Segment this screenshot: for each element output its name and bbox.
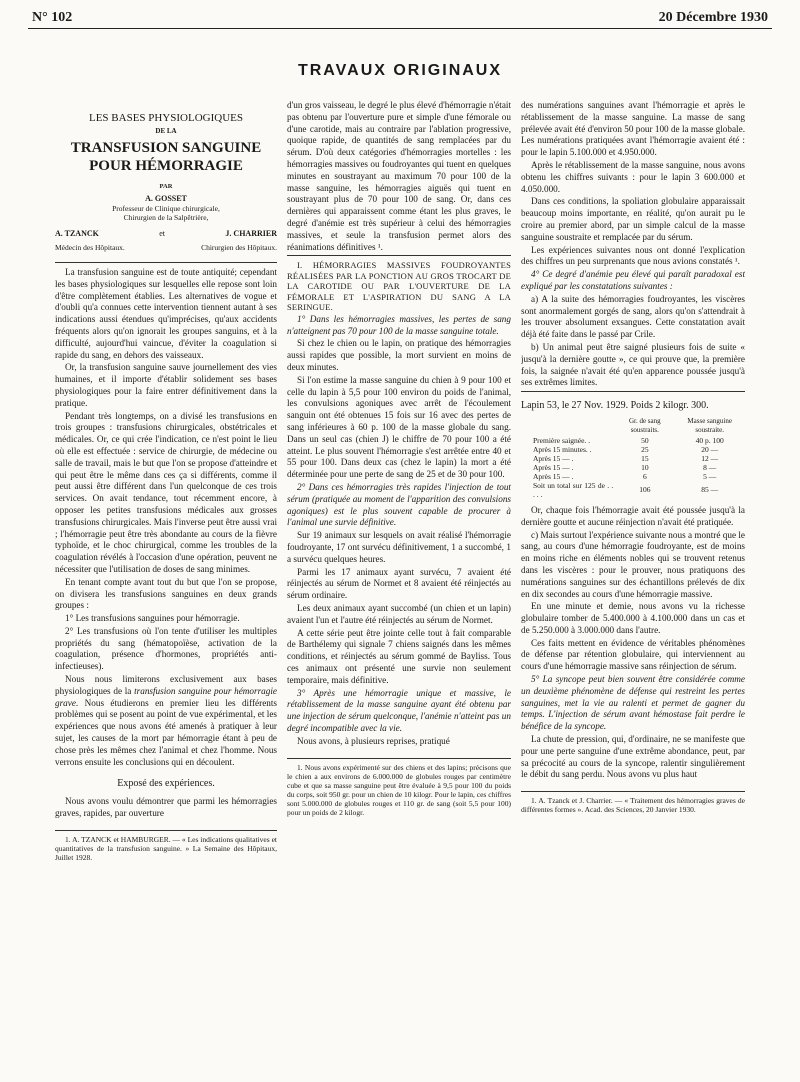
paragraph: 4° Ce degré d'anémie peu élevé qui paraît paradoxal est expliqué par les constatations suivantes :: [521, 269, 745, 291]
paragraph: Or, la transfusion sanguine sauve journellement des vies humaines, et il importe d'établir solidement ses bases physiologiques pour la faire entrer définitivement dans la pratique.: [55, 362, 277, 408]
author-tzanck: A. TZANCK: [55, 229, 99, 239]
row-value: 5 —: [703, 471, 717, 481]
table-header: Masse sanguine soustraite.: [687, 416, 732, 434]
author-pair: [55, 228, 277, 240]
table-row: [521, 472, 745, 481]
paragraph: Après le rétablissement de la masse sanguine, nous avons obtenu les chiffres suivants : pour le lapin 3 600.000 et 4.050.000.: [521, 159, 745, 194]
paragraph: Parmi les 17 animaux ayant survécu, 7 avaient été réinjectés au sérum de Normet et 8 avaient été réinjectés au sérum ordinaire.: [287, 566, 511, 601]
footnote: 1. Nous avons expérimenté sur des chiens et des lapins; précisons que le chien a aux environs de 6.000.000 de globules rouges par centimètre cube et que sa masse sanguine peut être évaluée à 9,5 pour 100 du poids du corps, soit 950 gr. pour un chien de 10 kilogr. Pour le lapin, ces chiffres sont 5.000.000 de globules rouges et 110 gr. de sang (soit 5,5 pour 100) pour un poids de 2 kilogr.: [287, 762, 511, 817]
table-row: [521, 445, 745, 454]
column-2: [287, 100, 511, 1055]
row-label: Soit un total sur 125 de . . . . .: [533, 480, 614, 499]
paragraph: Nous avons, à plusieurs reprises, pratiqué: [297, 735, 450, 746]
row-label: Après 15 minutes. .: [533, 444, 592, 454]
paragraph: En une minute et demie, nous avons vu la richesse globulaire tomber de 5.400.000 à 4.100.000 dans un cas et de 5.250.000 à 3.000.000 dans l'autre.: [521, 601, 745, 635]
table-row: [521, 463, 745, 472]
row-label: Après 15 — .: [533, 471, 574, 481]
issue-number: N° 102: [32, 10, 73, 25]
row-value: 106: [639, 485, 651, 495]
author-roles: [55, 242, 277, 254]
text-run: Nous nous limiterons exclusivement aux bases physiologiques de la: [55, 674, 277, 696]
table-row: [521, 454, 745, 463]
paragraph: a) A la suite des hémorragies foudroyantes, les viscères sont anormalement gorgés de sang, alors qu'on s'attendrait à les trouver absolument exsangues. Cette constatation avait déjà été faite dans le passé par Crile.: [521, 293, 745, 340]
row-value: 12 —: [701, 453, 719, 463]
paragraph: Ces faits mettent en évidence de véritables phénomènes de défense par rétention globulaire, qui interviennent au cours d'une hémorragie massive sans réinjection de sérum.: [521, 637, 745, 672]
paragraph: [55, 674, 277, 768]
issue-date: 20 Décembre 1930: [658, 10, 768, 25]
subheading-experiences: Exposé des expériences.: [117, 778, 215, 790]
paragraph: Dans ces conditions, la spoliation globulaire apparaissait beaucoup moins importante, en réalité, qu'on aurait pu le croire au premier abord, par un simple calcul de la masse sanguine soustraite et remplacée par du sérum.: [521, 196, 745, 242]
paragraph: b) Un animal peut être saigné plusieurs fois de suite « jusqu'à la dernière goutte », ce qui prouve que, la première fois, la saignée n'avait été qu'en apparence poussée jusqu'à ses extrêmes limites.: [521, 341, 745, 388]
row-value: 10: [641, 462, 649, 472]
row-value: 25: [641, 444, 649, 454]
section-heading-1: I. HÉMORRAGIES MASSIVES FOUDROYANTES RÉALISÉES PAR LA PONCTION AU GROS TROCART DE LA CAROTIDE OU PAR L'OUVERTURE DE LA FÉMORALE ET L'ASPIRATION DU SANG A LA SERINGUE.: [287, 260, 511, 313]
text-run: . Nous étudierons en premier lieu les différents problèmes qui se posent au point de vue expérimental, et les expériences que nous avons été amenés à pratiquer à leur sujet, les causes de la mort par hémorragie étant à peu de chose près les mêmes chez l'animal et chez l'homme. Nous verrons ensuite les conclusions qui en découlent.: [55, 697, 277, 767]
paragraph: La chute de pression, qui, d'ordinaire, ne se manifeste que pour une perte sanguine d'une extrême abondance, peut, par sa précocité au cours de la syncope, ralentir singulièrement le débit du sang perdu. Nous avons vu plus haut: [521, 734, 745, 780]
table-row: [521, 436, 745, 445]
footnote: 1. A. Tzanck et J. Charrier. — « Traitement des hémorragies graves de différentes formes ». Acad. des Sciences, 20 Janvier 1930.: [521, 796, 745, 815]
row-value: 15: [641, 453, 649, 463]
experiment-title: Lapin 53, le 27 Nov. 1929. Poids 2 kilogr. 300.: [521, 400, 709, 412]
footnote-rule: [55, 830, 277, 831]
row-value: 50: [641, 435, 649, 445]
row-value: 85 —: [701, 485, 719, 495]
paragraph: Nous avons voulu démontrer que parmi les hémorragies graves, rapides, par ouverture: [55, 796, 277, 819]
row-value: 6: [642, 471, 647, 481]
paragraph: A cette série peut être jointe celle tout à fait comparable de Barthélemy qui signale 7 chiens saignés dans les mêmes conditions, et réinjectés au sérum gommé de Bayliss. Tous ces animaux ont présenté une survie non seulement temporaire, mais définitive.: [287, 627, 511, 685]
column-3: [521, 100, 745, 1055]
experiment-rule: [521, 391, 745, 396]
author-gosset-role-2: Chirurgien de la Salpêtrière,: [123, 213, 209, 223]
paragraph: 2° Les transfusions où l'on tente d'utiliser les multiples propriétés du sang (hématopoïèse, activation de la coagulation, présence d'hormones, propriétés anti-infectieuses).: [55, 625, 277, 672]
row-label: Après 15 — .: [533, 462, 574, 472]
table-header: Gr. de sang soustraits.: [628, 416, 661, 434]
paragraph: 3° Après une hémorragie unique et massive, le rétablissement de la masse sanguine ayant été obtenu par une injection de sérum quelconque, l'anémie n'atteint pas un degré incompatible avec la vie.: [287, 687, 511, 733]
page-header: [28, 8, 772, 29]
title-line-2: DE LA: [155, 127, 177, 135]
author-gosset: A. GOSSET: [145, 193, 187, 203]
paragraph: En tenant compte avant tout du but que l'on se propose, on divisera les transfusions sanguines en deux grands groupes :: [55, 576, 277, 611]
author-charrier: J. CHARRIER: [225, 229, 277, 239]
table-row: [521, 481, 745, 499]
paragraph: 1° Les transfusions sanguines pour hémorragie.: [65, 613, 240, 624]
author-tzanck-role: Médecin des Hôpitaux.: [55, 243, 125, 253]
row-label: Après 15 — .: [533, 453, 574, 463]
paragraph: Les expériences suivantes nous ont donné l'explication des chiffres un peu surprenants que nous avions constatés ¹.: [521, 244, 745, 267]
paragraph: La transfusion sanguine est de toute antiquité; cependant les bases physiologiques sur lesquelles elle repose sont loin d'être complètement établies. Les alternatives de vogue et d'oubli qu'a connues cette intervention tiennent autant à ses indications aussi étendues qu'imprécises, qu'aux accidents fréquents alors qu'on ignorait les groupes sanguins, et à la difficulté, aujourd'hui vaincue, d'éviter la coagulation si rapide du sang, en dehors des vaisseaux.: [55, 266, 277, 360]
paragraph: Si chez le chien ou le lapin, on pratique des hémorragies aussi rapides que possible, la mort survient en moins de deux minutes.: [287, 338, 511, 373]
paragraph: c) Mais surtout l'expérience suivante nous a montré que le sang, au cours d'une hémorragie foudroyante, est de moins en moins riche en éléments nobles qui se trouvent retenus dans les viscères : pour le prouver, nous pratiquons des numérations sanguines sur des échantillons prélevés de dix en dix secondes au cours d'une hémorragie massive.: [521, 529, 745, 599]
experiment-table: [521, 416, 745, 499]
paragraph: d'un gros vaisseau, le degré le plus élevé d'hémorragie n'était pas obtenu par l'ouverture pure et simple d'une fémorale ou d'une carotide, mais au contraire par l'ablation progressive, quoique rapide, de quantités de sang remplacées par du sérum. D'où deux catégories d'hémorragies mortelles : les hémorragies massives ou foudroyantes qui tuent en quelques minutes en soustrayant au maximum 70 pour 100 de la masse sanguine, les hémorragies aiguës qui tuent en soustrayant plus de 70 pour 100 de sang. Or, dans ces dernières qui apparaissent comme étant les plus graves, le degré d'anémie est très supérieur à celui des hémorragies massives, et seule la transfusion permet alors des réanimations définitives ¹.: [287, 100, 511, 252]
paragraph: Or, chaque fois l'hémorragie avait été poussée jusqu'à la dernière goutte et aucune réinjection n'avait été pratiquée.: [521, 504, 745, 527]
text-run-italic: transfusion sanguine pour hémorragie grave: [55, 685, 277, 708]
paragraph: 5° La syncope peut bien souvent être considérée comme un deuxième phénomène de défense qui restreint les pertes sanguines, met la vie au ralenti et permet de gagner du temps. L'injection de sérum avant hémostase fait perdre le bénéfice de la syncope.: [521, 674, 745, 732]
paragraph: des numérations sanguines avant l'hémorragie et après le rétablissement de la masse sanguine. La masse de sang prélevée avait été d'environ 50 pour 100 de la masse globale. Les numérations pratiquées avant l'hémorragie avaient été : pour le lapin 5.100.000 et 4.950.000.: [521, 100, 745, 158]
row-value: 20 —: [701, 444, 719, 454]
row-value: 40 p. 100: [695, 435, 724, 445]
paragraph: 1° Dans les hémorragies massives, les pertes de sang n'atteignent pas 70 pour 100 de la masse sanguine totale.: [287, 313, 511, 336]
paragraph: Si l'on estime la masse sanguine du chien à 9 pour 100 et celle du lapin à 5,5 pour 100 environ du poids de l'animal, les convulsions agoniques avec arrêt de l'écoulement sanguin ont été obtenues 15 fois sur 16 avec des pertes de sang inférieures à 60 p. 100 de la masse globale du sang. Dans un seul cas (chien J) le chiffre de 70 pour 100 a été atteint. Le plus souvent l'hémorragie s'est arrêtée entre 40 et 55 pour 100. Dans deux cas (chez le lapin) la mort a été déterminée pour une perte de sang de 25 et de 30 pour 100.: [287, 374, 511, 480]
footnote-rule: [287, 758, 511, 759]
author-gosset-role-1: Professeur de Clinique chirurgicale,: [112, 204, 220, 214]
author-et: et: [159, 229, 166, 239]
title-line-4: POUR HÉMORRAGIE: [89, 157, 243, 174]
row-value: 8 —: [703, 462, 717, 472]
paragraph: Les deux animaux ayant succombé (un chien et un lapin) avaient l'un et l'autre été réinjectés au sérum de Normet.: [287, 602, 511, 625]
title-line-1: LES BASES PHYSIOLOGIQUES: [88, 112, 244, 124]
title-line-3: TRANSFUSION SANGUINE: [70, 139, 262, 156]
section-title: TRAVAUX ORIGINAUX: [297, 62, 503, 79]
table-header-blank: [521, 416, 615, 436]
author-charrier-role: Chirurgien des Hôpitaux.: [201, 243, 277, 253]
footnote: 1. A. TZANCK et HAMBURGER. — « Les indications qualitatives et quantitatives de la transfusion sanguine. » La Semaine des Hôpitaux, Juillet 1928.: [55, 834, 277, 862]
title-block: [55, 112, 277, 254]
column-1: [55, 100, 277, 1055]
paragraph: Sur 19 animaux sur lesquels on avait réalisé l'hémorragie foudroyante, 17 ont survécu définitivement, 1 a succombé, 1 a survécu quelques heures.: [287, 530, 511, 564]
paragraph: Pendant très longtemps, on a divisé les transfusions en trois groupes : transfusions chirurgicales, obstétricales et médicales. Or, ce qui crée l'indication, ce n'est point le lieu où elle est effectuée : service de chirurgie, de médecine ou salle de travail, mais le but que l'on se propose d'atteindre et qui peut être le même dans ces ça si différents, comme il peut aussi être différent dans l'un quelconque de ces trois services. On avait tendance, tout récemment encore, à opposer les petites transfusions médicales aux grosses transfusions chirurgicales. Mais l'inverse peut être aussi vrai ; l'hémorragie peut être très abondante au cours de la fièvre typhoïde, et le choc chirurgical, comme les troubles de la coagulation révélés à l'occasion d'une opération, peuvent ne nécessiter que l'utilisation de doses de sang minimes.: [55, 410, 277, 574]
paragraph: 2° Dans ces hémorragies très rapides l'injection de tout sérum (pratiquée au moment de l'apparition des convulsions agoniques) est le plus souvent capable de procurer à l'animal une survie définitive.: [287, 482, 511, 528]
footnote-rule: [521, 791, 745, 792]
by-label: PAR: [159, 182, 173, 190]
row-label: Première saignée. .: [533, 435, 591, 445]
